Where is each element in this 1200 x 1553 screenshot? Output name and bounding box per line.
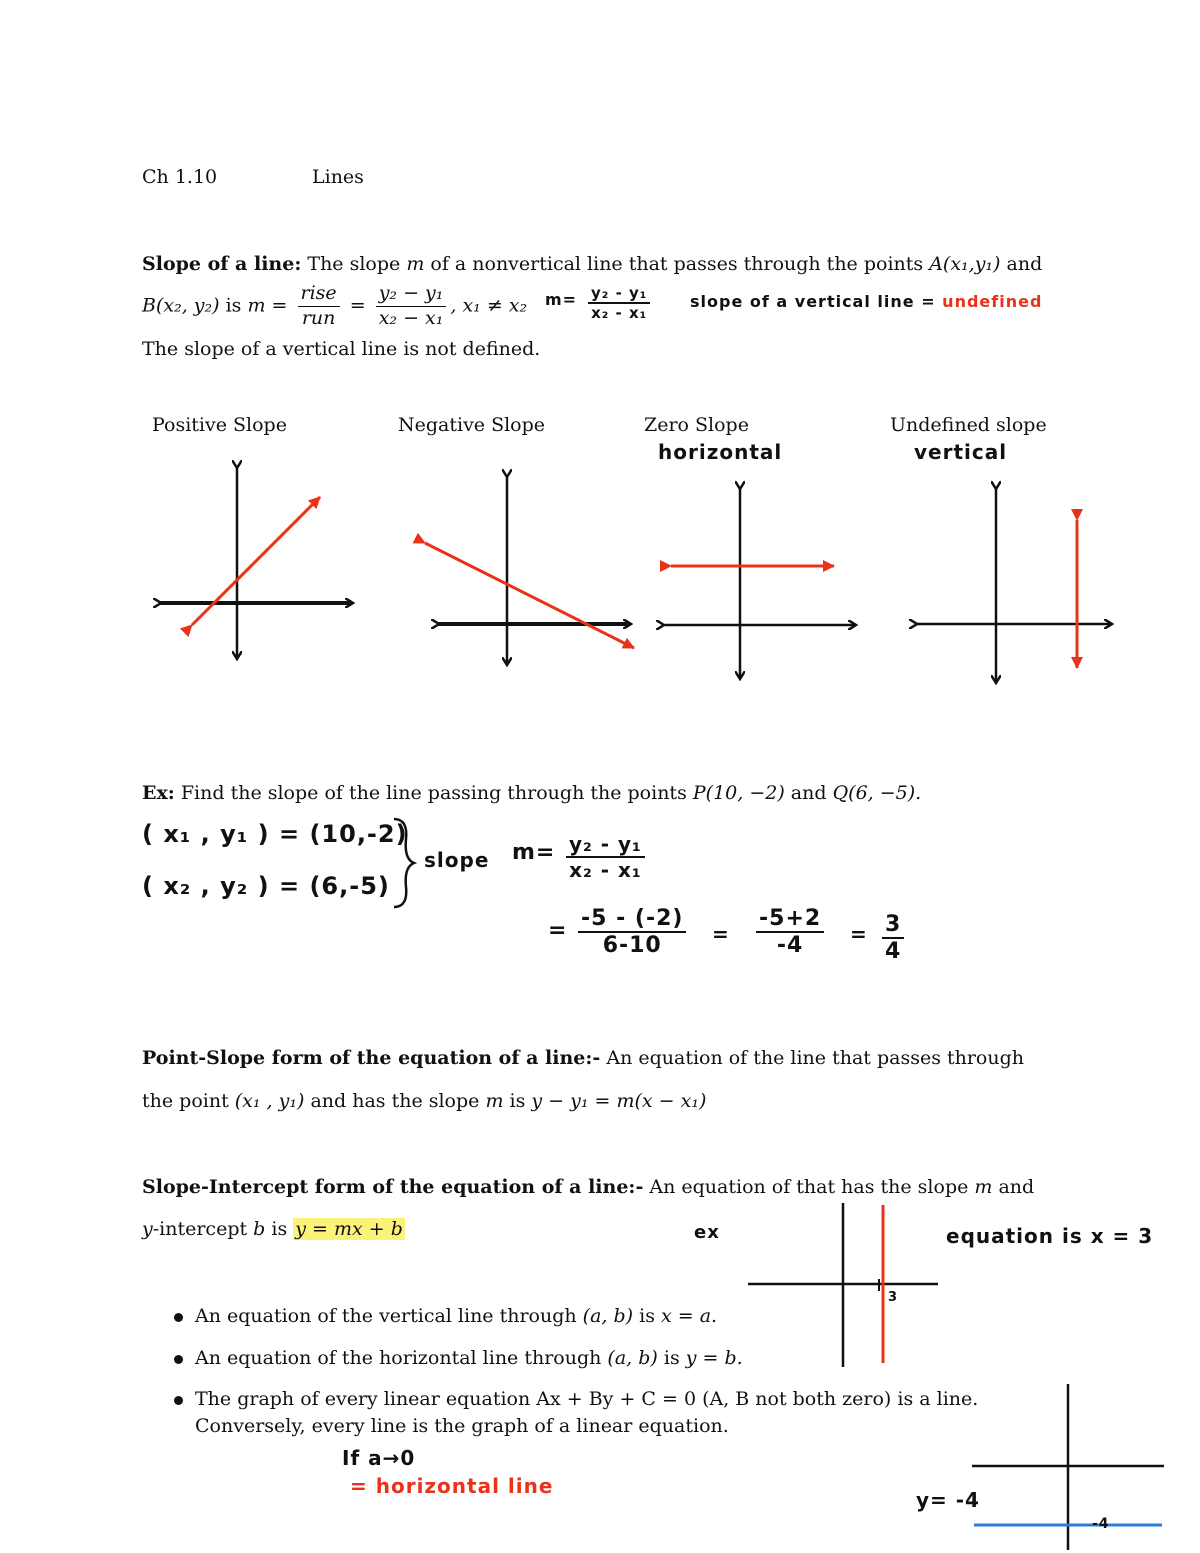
hand-horizontal: horizontal (658, 440, 783, 464)
hand-eq-1: = (548, 918, 568, 943)
bullet-icon (174, 1313, 183, 1322)
hand-ex-m: m= (512, 840, 556, 865)
example-line: Ex: Find the slope of the line passing through the points P(10, −2) and Q(6, −5). (142, 782, 922, 804)
graph-label-negative: Negative Slope (398, 414, 546, 436)
point-slope-line1: Point-Slope form of the equation of a line:- An equation of the line that passes through (142, 1047, 1025, 1069)
highlighted-formula: y = mx + b (295, 1218, 403, 1240)
hand-if-a0: If a→0 (342, 1446, 416, 1470)
hand-eq-2: = (712, 922, 730, 946)
slope-intercept-line1: Slope-Intercept form of the equation of a line:- An equation of that has the slope m and (142, 1176, 1035, 1198)
bullet-icon (174, 1355, 183, 1364)
negative-slope-graph (425, 476, 634, 664)
hand-ex-fraction: $\frac{\text{y₂ - y₁}}{\text{x₂ - x₁}}$ (566, 832, 645, 882)
hand-step2: $\frac{-5+2}{-4}$ (756, 906, 824, 958)
chapter-label: Ch 1.10 (142, 166, 218, 188)
hand-point1: ( x₁ , y₁ ) = (10,-2) (142, 820, 408, 848)
zero-slope-graph (663, 488, 855, 678)
point-slope-line2: the point (x₁ , y₁) and has the slope m is y − y₁ = m(x − x₁) (142, 1090, 707, 1112)
bullet-linear-equation-cont: Conversely, every line is the graph of a linear equation. (195, 1415, 729, 1437)
graph-label-undefined: Undefined slope (890, 414, 1047, 436)
hand-vertical-slope-note: slope of a vertical line = undefined (690, 292, 1043, 311)
slope-definition-line1: Slope of a line: The slope m of a nonvertical line that passes through the points A(x₁,y₁) and (142, 253, 1043, 275)
hand-point2: ( x₂ , y₂ ) = (6,-5) (142, 872, 390, 900)
rise-over-run: $\frac{\text{rise}}{\text{run}}$ (298, 282, 340, 331)
hand-vertical: vertical (914, 440, 1008, 464)
hand-slope-fraction: $\frac{\text{y₂ - y₁}}{\text{x₂ - x₁}}$ (588, 284, 650, 322)
hand-brace (388, 815, 428, 915)
vertical-slope-note: The slope of a vertical line is not defined. (142, 338, 541, 360)
horizontal-line-sketch (960, 1378, 1170, 1553)
bullet-vertical-line: An equation of the vertical line through (a, b) is x = a. (174, 1305, 717, 1329)
graph-label-positive: Positive Slope (152, 414, 287, 436)
bullet-icon (174, 1396, 183, 1405)
slope-intercept-line2: y-intercept b is y = mx + b (142, 1218, 403, 1240)
hand-step1: $\frac{-5 - (-2)}{6-10}$ (578, 906, 686, 958)
hand-ex-label: ex (694, 1222, 720, 1243)
slope-term: Slope of a line: (142, 253, 302, 275)
undefined-slope-graph (916, 488, 1111, 682)
slope-graphs (0, 0, 1200, 720)
bullet-horizontal-line: An equation of the horizontal line through (a, b) is y = b. (174, 1347, 743, 1371)
hand-equation-is: equation is x = 3 (946, 1224, 1154, 1248)
hand-tick-3: 3 (888, 1290, 899, 1305)
hand-slope-word: slope (424, 848, 490, 872)
hand-horizontal-line: = horizontal line (350, 1474, 554, 1498)
hand-tick-neg4: -4 (1092, 1516, 1110, 1532)
slope-formula: B(x₂, y₂) is m = $\frac{\text{rise}}{\text{run}}$ = $\frac{\text{y₂ − y₁}}{\text{x₂ − x₁}}$ , x₁ ≠ x₂ (142, 282, 528, 329)
hand-m-equals: m= (545, 290, 578, 309)
bullet-linear-equation: The graph of every linear equation Ax + By + C = 0 (A, B not both zero) is a line. (174, 1388, 978, 1412)
vertical-line-sketch (740, 1195, 950, 1375)
graph-label-zero: Zero Slope (644, 414, 749, 436)
hand-y-eq: y= -4 (916, 1488, 980, 1512)
hand-eq-3: = (850, 922, 868, 946)
hand-step3: $\frac{3}{4}$ (882, 912, 904, 964)
positive-slope-graph (160, 467, 352, 658)
topic-title: Lines (312, 166, 364, 188)
slope-fraction: $\frac{\text{y₂ − y₁}}{\text{x₂ − x₁}}$ (376, 282, 447, 331)
